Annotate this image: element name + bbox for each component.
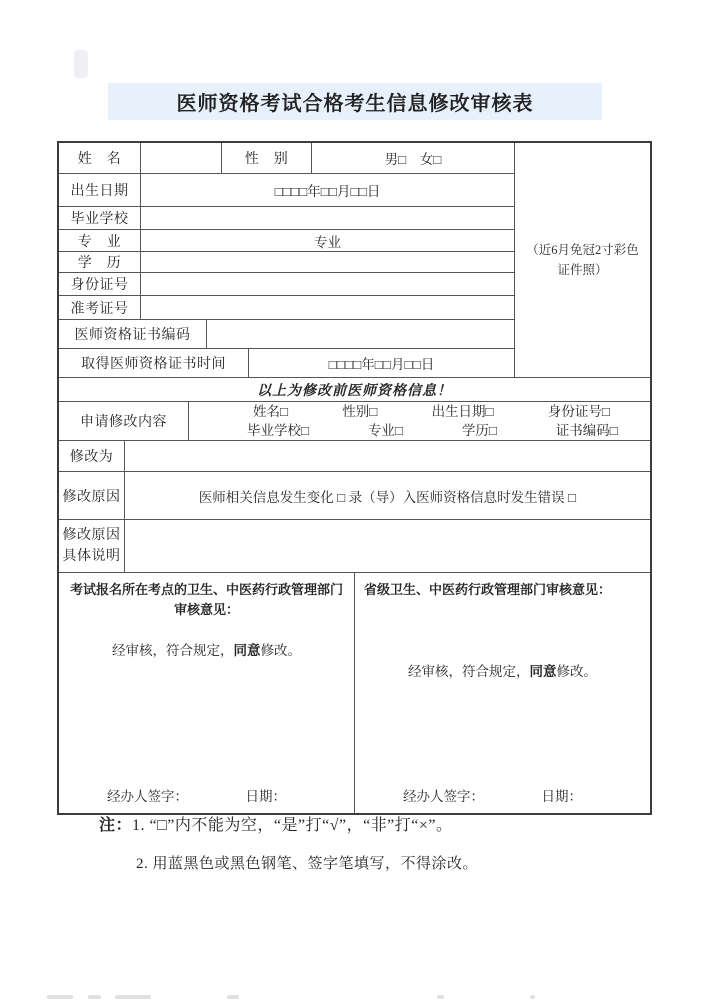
gender-label: 性 别 <box>222 143 312 173</box>
cert-time-label: 取得医师资格证书时间 <box>59 349 249 377</box>
option-school-checkbox: 毕业学校□ <box>247 423 310 438</box>
modify-content-label: 申请修改内容 <box>59 402 189 440</box>
scan-artifact <box>437 995 444 999</box>
row-id-number <box>59 272 514 295</box>
row-review-opinions <box>59 572 650 813</box>
modify-to-value-cell <box>125 441 650 471</box>
provincial-review-title: 省级卫生、中医药行政管理部门审核意见： <box>364 582 612 597</box>
row-name-gender <box>59 143 514 173</box>
row-modify-reason <box>59 471 650 519</box>
footnote-1: 注：1. “□”内不能为空，“是”打“√”，“非”打“×”。 <box>99 817 453 834</box>
signer-label: 经办人签字： <box>403 789 484 804</box>
admission-ticket-value-cell <box>141 296 514 319</box>
row-school <box>59 206 514 229</box>
scan-artifact <box>115 995 151 999</box>
scan-artifact <box>74 50 88 78</box>
local-review-decision: 经审核，符合规定，同意修改。 <box>112 643 301 658</box>
reason-detail-value-cell <box>125 520 650 572</box>
upper-left-rows <box>59 143 514 377</box>
modify-options-line1 <box>189 402 650 421</box>
major-label: 专 业 <box>59 230 141 251</box>
id-number-label: 身份证号 <box>59 273 141 295</box>
cert-code-label: 医师资格证书编码 <box>59 320 207 348</box>
row-modify-content <box>59 401 650 440</box>
scan-artifact <box>47 995 73 999</box>
scan-artifact <box>530 995 535 999</box>
option-name-checkbox: 姓名□ <box>253 404 289 419</box>
major-value: 专业 <box>314 234 341 250</box>
provincial-review-cell <box>354 573 650 813</box>
option-degree-checkbox: 学历□ <box>461 423 498 438</box>
upper-section <box>59 143 650 377</box>
row-cert-time <box>59 348 514 377</box>
footnote-2: 2. 用蓝黑色或黑色钢笔、签字笔填写，不得涂改。 <box>136 856 479 872</box>
reason-detail-label: 修改原因 具体说明 <box>59 520 125 572</box>
modify-options <box>189 402 650 440</box>
cert-code-value-cell <box>207 320 514 348</box>
admission-ticket-label: 准考证号 <box>59 296 141 319</box>
option-certcode-checkbox: 证书编码□ <box>555 423 618 438</box>
modify-to-label: 修改为 <box>59 441 125 471</box>
local-review-cell <box>59 573 354 813</box>
modify-reason-label: 修改原因 <box>59 472 125 519</box>
school-value-cell <box>141 207 514 229</box>
scan-artifact <box>88 995 101 999</box>
row-admission-ticket <box>59 295 514 319</box>
form-table <box>57 141 652 815</box>
page-title: 医师资格考试合格考生信息修改审核表 <box>108 83 602 120</box>
cert-time-value: □□□□年□□月□□日 <box>328 357 435 372</box>
row-major <box>59 229 514 251</box>
name-value-cell <box>141 143 222 173</box>
provincial-review-signature-row <box>359 785 646 807</box>
photo-placeholder <box>514 143 650 377</box>
row-reason-detail <box>59 519 650 572</box>
footnote-prefix: 注： <box>99 817 133 834</box>
photo-note-line2: 证件照） <box>557 263 608 277</box>
date-label: 日期： <box>541 789 582 804</box>
school-label: 毕业学校 <box>59 207 141 229</box>
photo-note-line1: （近6月免冠2寸彩色 <box>526 243 639 257</box>
row-modify-to <box>59 440 650 471</box>
signer-label: 经办人签字： <box>107 789 188 804</box>
date-label: 日期： <box>245 789 286 804</box>
option-birthdate-checkbox: 出生日期□ <box>431 404 494 419</box>
row-birthdate <box>59 173 514 206</box>
local-review-title: 考试报名所在考点的卫生、中医药行政管理部门 审核意见： <box>69 582 343 617</box>
birthdate-label: 出生日期 <box>59 174 141 206</box>
scan-artifact <box>227 995 239 999</box>
id-number-value-cell <box>141 273 514 295</box>
local-review-signature-row <box>63 785 350 807</box>
modify-options-line2 <box>189 421 650 440</box>
provincial-review-decision: 经审核，符合规定，同意修改。 <box>408 663 597 679</box>
option-major-checkbox: 专业□ <box>367 423 404 438</box>
name-label: 姓 名 <box>59 143 141 173</box>
degree-value-cell <box>141 252 514 272</box>
birthdate-value: □□□□年□□月□□日 <box>274 184 381 199</box>
row-cert-code <box>59 319 514 348</box>
degree-label: 学 历 <box>59 252 141 272</box>
option-gender-checkbox: 性别□ <box>342 404 378 419</box>
modify-reason-options: 医师相关信息发生变化 □ 录（导）入医师资格信息时发生错误 □ <box>198 489 577 505</box>
option-id-checkbox: 身份证号□ <box>547 404 610 419</box>
row-degree <box>59 251 514 272</box>
divider-note: 以上为修改前医师资格信息！ <box>59 377 650 401</box>
gender-options: 男□ 女□ <box>384 152 442 167</box>
